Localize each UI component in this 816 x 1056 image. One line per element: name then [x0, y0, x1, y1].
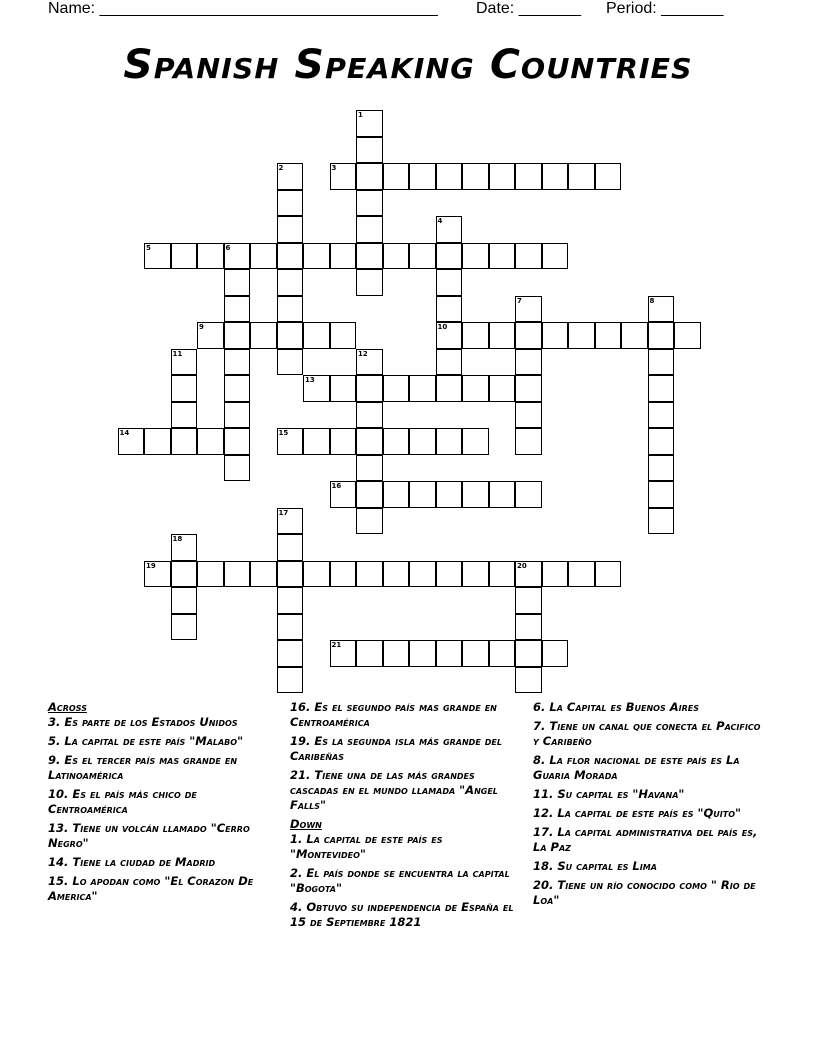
grid-cell[interactable] [515, 375, 542, 402]
across-clue [48, 821, 270, 851]
grid-cell[interactable] [568, 322, 595, 349]
clue-number: 8 [649, 296, 655, 305]
clue-separator: . [549, 859, 558, 873]
grid-cell[interactable] [515, 243, 542, 270]
grid-cell[interactable] [171, 428, 198, 455]
grid-cell[interactable] [303, 243, 330, 270]
grid-cell[interactable] [489, 322, 516, 349]
clues-column-1 [48, 700, 270, 908]
down-clue [533, 825, 763, 855]
grid-cell[interactable] [515, 428, 542, 455]
grid-cell[interactable] [250, 243, 277, 270]
grid-cell[interactable] [674, 322, 701, 349]
grid-cell[interactable] [224, 296, 251, 323]
clue-text: El país donde se encuentra la capital "Bogota" [290, 866, 510, 895]
grid-cell[interactable] [515, 561, 542, 588]
grid-cell[interactable] [171, 587, 198, 614]
grid-cell[interactable] [277, 561, 304, 588]
clue-number: 18 [533, 859, 550, 873]
grid-cell[interactable] [171, 375, 198, 402]
clue-number: 10 [437, 323, 448, 331]
across-clue [48, 753, 270, 783]
clue-separator: . [298, 866, 307, 880]
grid-cell[interactable] [330, 163, 357, 190]
clue-separator: . [64, 787, 73, 801]
clue-number: 18 [172, 535, 183, 543]
grid-cell[interactable] [224, 428, 251, 455]
grid-cell[interactable] [277, 614, 304, 641]
grid-cell[interactable] [515, 296, 542, 323]
clue-separator: . [306, 768, 315, 782]
grid-cell[interactable] [515, 481, 542, 508]
grid-cell[interactable] [542, 640, 569, 667]
grid-cell[interactable] [277, 534, 304, 561]
grid-cell[interactable] [330, 428, 357, 455]
grid-cell[interactable] [489, 243, 516, 270]
clue-number: 14 [119, 429, 130, 437]
page-title: Spanish Speaking Countries [123, 42, 693, 88]
down-clue [533, 719, 763, 749]
grid-cell[interactable] [621, 322, 648, 349]
clue-text: Es parte de los Estados Unidos [64, 715, 238, 729]
clue-number: 20 [517, 561, 527, 570]
grid-cell[interactable] [277, 508, 304, 535]
clue-number: 14 [48, 855, 65, 869]
grid-cell[interactable] [515, 402, 542, 429]
down-clue [533, 753, 763, 783]
clue-text: Tiene un canal que conecta el Pacifico y Caribeño [533, 719, 761, 748]
across-clue [290, 768, 522, 813]
clue-separator: . [64, 874, 73, 888]
grid-cell[interactable] [330, 640, 357, 667]
grid-cell[interactable] [277, 349, 304, 376]
clue-text: Tiene la ciudad de Madrid [72, 855, 216, 869]
grid-cell[interactable] [648, 428, 675, 455]
grid-cell[interactable] [277, 216, 304, 243]
clue-number: 13 [48, 821, 65, 835]
grid-cell[interactable] [356, 508, 383, 535]
clue-number: 7 [533, 719, 542, 733]
grid-cell[interactable] [595, 163, 622, 190]
grid-cell[interactable] [330, 561, 357, 588]
grid-cell[interactable] [436, 269, 463, 296]
grid-cell[interactable] [436, 428, 463, 455]
clue-separator: . [541, 700, 550, 714]
clue-number: 10 [48, 787, 65, 801]
grid-cell[interactable] [330, 243, 357, 270]
grid-cell[interactable] [568, 163, 595, 190]
grid-cell[interactable] [356, 269, 383, 296]
down-clue [533, 787, 763, 802]
grid-cell[interactable] [330, 481, 357, 508]
grid-cell[interactable] [277, 322, 304, 349]
grid-cell[interactable] [436, 561, 463, 588]
grid-cell[interactable] [462, 640, 489, 667]
clues-column-3 [533, 700, 763, 912]
clue-separator: . [56, 715, 65, 729]
grid-cell[interactable] [197, 561, 224, 588]
grid-cell[interactable] [515, 349, 542, 376]
grid-cell[interactable] [171, 243, 198, 270]
clue-text: Obtuvo su independencia de España el 15 de Septiembre 1821 [290, 900, 514, 929]
clue-number: 9 [199, 323, 204, 331]
grid-cell[interactable] [277, 296, 304, 323]
grid-cell[interactable] [462, 428, 489, 455]
grid-cell[interactable] [489, 640, 516, 667]
grid-cell[interactable] [489, 375, 516, 402]
across-clue [290, 700, 522, 730]
grid-cell[interactable] [462, 481, 489, 508]
grid-cell[interactable] [224, 561, 251, 588]
grid-cell[interactable] [542, 243, 569, 270]
clue-separator: . [549, 787, 558, 801]
across-clue [48, 787, 270, 817]
grid-cell[interactable] [330, 375, 357, 402]
grid-cell[interactable] [436, 243, 463, 270]
grid-cell[interactable] [409, 428, 436, 455]
grid-cell[interactable] [171, 614, 198, 641]
down-clue [290, 832, 522, 862]
grid-cell[interactable] [568, 561, 595, 588]
grid-cell[interactable] [356, 428, 383, 455]
grid-cell[interactable] [648, 481, 675, 508]
period-field-label: Period: _______ [606, 0, 724, 17]
grid-cell[interactable] [356, 640, 383, 667]
grid-cell[interactable] [383, 243, 410, 270]
grid-cell[interactable] [648, 296, 675, 323]
clue-number: 16 [331, 482, 342, 490]
grid-cell[interactable] [356, 375, 383, 402]
clue-text: La capital de este país es "Montevideo" [290, 832, 443, 861]
clue-number: 6 [225, 243, 231, 252]
grid-cell[interactable] [383, 375, 410, 402]
date-field-label: Date: _______ [476, 0, 581, 17]
grid-cell[interactable] [356, 349, 383, 376]
grid-cell[interactable] [197, 243, 224, 270]
grid-cell[interactable] [330, 322, 357, 349]
grid-cell[interactable] [436, 349, 463, 376]
grid-cell[interactable] [224, 402, 251, 429]
across-clue [290, 734, 522, 764]
grid-cell[interactable] [462, 322, 489, 349]
grid-cell[interactable] [277, 587, 304, 614]
clue-text: La capital de este país "Malabo" [64, 734, 244, 748]
grid-cell[interactable] [356, 243, 383, 270]
grid-cell[interactable] [436, 216, 463, 243]
clue-text: Tiene un volcán llamado "Cerro Negro" [48, 821, 250, 850]
grid-cell[interactable] [250, 322, 277, 349]
grid-cell[interactable] [648, 402, 675, 429]
down-clue [290, 866, 522, 896]
grid-cell[interactable] [144, 428, 171, 455]
grid-cell[interactable] [303, 375, 330, 402]
down-clue [533, 859, 763, 874]
clue-text: Su capital es Lima [557, 859, 657, 873]
grid-cell[interactable] [224, 243, 251, 270]
clue-number: 17 [533, 825, 550, 839]
grid-cell[interactable] [277, 190, 304, 217]
clue-number: 3 [48, 715, 57, 729]
grid-cell[interactable] [171, 349, 198, 376]
grid-cell[interactable] [409, 163, 436, 190]
grid-cell[interactable] [277, 428, 304, 455]
grid-cell[interactable] [356, 402, 383, 429]
grid-cell[interactable] [436, 322, 463, 349]
grid-cell[interactable] [118, 428, 145, 455]
clue-text: La capital de este país es "Quito" [557, 806, 741, 820]
clue-number: 17 [278, 508, 289, 517]
grid-cell[interactable] [436, 375, 463, 402]
down-clue [533, 806, 763, 821]
grid-cell[interactable] [356, 216, 383, 243]
across-clue [48, 855, 270, 870]
clue-separator: . [549, 878, 558, 892]
across-clue [48, 715, 270, 730]
grid-cell[interactable] [515, 163, 542, 190]
clue-separator: . [64, 855, 73, 869]
grid-cell[interactable] [383, 163, 410, 190]
grid-cell[interactable] [595, 322, 622, 349]
clue-number: 21 [290, 768, 307, 782]
grid-cell[interactable] [277, 640, 304, 667]
down-clue [533, 878, 763, 908]
grid-cell[interactable] [462, 561, 489, 588]
grid-cell[interactable] [383, 481, 410, 508]
grid-cell[interactable] [171, 534, 198, 561]
grid-cell[interactable] [197, 428, 224, 455]
grid-cell[interactable] [409, 481, 436, 508]
grid-cell[interactable] [489, 481, 516, 508]
grid-cell[interactable] [542, 561, 569, 588]
clue-separator: . [549, 825, 558, 839]
clue-number: 12 [533, 806, 550, 820]
grid-cell[interactable] [383, 640, 410, 667]
grid-cell[interactable] [171, 561, 198, 588]
clue-text: Tiene un río conocido como " Rio de Loa" [533, 878, 756, 907]
clue-number: 13 [305, 376, 315, 384]
clue-separator: . [541, 753, 550, 767]
clues-column-2 [290, 700, 522, 934]
grid-cell[interactable] [542, 322, 569, 349]
clue-separator: . [541, 719, 550, 733]
clue-number: 15 [48, 874, 65, 888]
grid-cell[interactable] [250, 561, 277, 588]
grid-cell[interactable] [409, 640, 436, 667]
grid-cell[interactable] [277, 667, 304, 694]
clue-number: 5 [48, 734, 57, 748]
clue-number: 2 [290, 866, 299, 880]
grid-cell[interactable] [356, 190, 383, 217]
grid-cell[interactable] [303, 561, 330, 588]
grid-cell[interactable] [409, 561, 436, 588]
grid-cell[interactable] [648, 455, 675, 482]
grid-cell[interactable] [648, 322, 675, 349]
grid-cell[interactable] [356, 455, 383, 482]
grid-cell[interactable] [383, 428, 410, 455]
grid-cell[interactable] [383, 561, 410, 588]
clue-number: 8 [533, 753, 542, 767]
grid-cell[interactable] [489, 561, 516, 588]
grid-cell[interactable] [648, 375, 675, 402]
grid-cell[interactable] [542, 163, 569, 190]
clue-text: La flor nacional de este país es La Guaria Morada [533, 753, 740, 782]
across-heading: Across [48, 700, 87, 714]
clue-number: 1 [358, 111, 363, 119]
clue-text: Es el tercer país mas grande en Latinoamérica [48, 753, 238, 782]
grid-cell[interactable] [277, 269, 304, 296]
clue-text: Lo apodan como "El Corazon De America" [48, 874, 254, 903]
grid-cell[interactable] [356, 561, 383, 588]
down-clue [290, 900, 522, 930]
name-field-label: Name: ______________________________________ [48, 0, 438, 17]
grid-cell[interactable] [224, 269, 251, 296]
grid-cell[interactable] [648, 349, 675, 376]
grid-cell[interactable] [171, 402, 198, 429]
grid-cell[interactable] [277, 163, 304, 190]
clue-text: Es la segunda isla más grande del Caribeñas [290, 734, 502, 763]
clue-text: Tiene una de las más grandes cascadas en el mundo llamada "Angel Falls" [290, 768, 498, 812]
clue-separator: . [298, 900, 307, 914]
grid-cell[interactable] [515, 587, 542, 614]
clue-separator: . [549, 806, 558, 820]
clue-separator: . [306, 734, 315, 748]
across-clue [48, 874, 270, 904]
clue-number: 9 [48, 753, 57, 767]
grid-cell[interactable] [144, 561, 171, 588]
clue-separator: . [64, 821, 73, 835]
clue-text: Es el país más chico de Centroamérica [48, 787, 197, 816]
clue-number: 19 [290, 734, 307, 748]
clue-number: 12 [358, 349, 368, 358]
clue-number: 20 [533, 878, 550, 892]
clue-number: 21 [331, 641, 342, 649]
grid-cell[interactable] [489, 163, 516, 190]
grid-cell[interactable] [436, 481, 463, 508]
grid-cell[interactable] [277, 243, 304, 270]
grid-cell[interactable] [648, 508, 675, 535]
grid-cell[interactable] [356, 137, 383, 164]
clue-separator: . [56, 753, 65, 767]
grid-cell[interactable] [224, 349, 251, 376]
clue-number: 7 [517, 296, 522, 305]
grid-cell[interactable] [303, 428, 330, 455]
grid-cell[interactable] [224, 455, 251, 482]
clue-number: 16 [290, 700, 307, 714]
grid-cell[interactable] [462, 243, 489, 270]
clues-section [0, 700, 816, 1056]
clue-text: La capital administrativa del país es, La Paz [533, 825, 758, 854]
clue-number: 6 [533, 700, 542, 714]
grid-cell[interactable] [356, 110, 383, 137]
clue-number: 5 [146, 243, 151, 252]
across-clue [48, 734, 270, 749]
clue-separator: . [56, 734, 65, 748]
clue-number: 1 [290, 832, 299, 846]
clue-number: 11 [533, 787, 550, 801]
grid-cell[interactable] [224, 322, 251, 349]
grid-cell[interactable] [515, 667, 542, 694]
grid-cell[interactable] [303, 322, 330, 349]
grid-cell[interactable] [356, 481, 383, 508]
grid-cell[interactable] [595, 561, 622, 588]
grid-cell[interactable] [409, 375, 436, 402]
clue-number: 4 [437, 217, 443, 225]
down-clue [533, 700, 763, 715]
clue-number: 2 [278, 164, 284, 172]
down-heading: Down [290, 817, 322, 831]
clue-number: 15 [278, 429, 289, 437]
grid-cell[interactable] [224, 375, 251, 402]
clue-number: 19 [146, 561, 156, 570]
clue-number: 3 [331, 164, 337, 172]
grid-cell[interactable] [462, 163, 489, 190]
clue-text: Su capital es "Havana" [557, 787, 685, 801]
grid-cell[interactable] [436, 296, 463, 323]
clue-text: Es el segundo país mas grande en Centroamérica [290, 700, 497, 729]
grid-cell[interactable] [515, 640, 542, 667]
grid-cell[interactable] [462, 375, 489, 402]
grid-cell[interactable] [436, 163, 463, 190]
grid-cell[interactable] [356, 163, 383, 190]
clue-separator: . [298, 832, 307, 846]
grid-cell[interactable] [197, 322, 224, 349]
clue-number: 4 [290, 900, 299, 914]
grid-cell[interactable] [436, 640, 463, 667]
grid-cell[interactable] [409, 243, 436, 270]
grid-cell[interactable] [515, 614, 542, 641]
clue-separator: . [306, 700, 315, 714]
grid-cell[interactable] [144, 243, 171, 270]
clue-text: La Capital es Buenos Aires [549, 700, 699, 714]
grid-cell[interactable] [515, 322, 542, 349]
clue-number: 11 [172, 349, 183, 358]
